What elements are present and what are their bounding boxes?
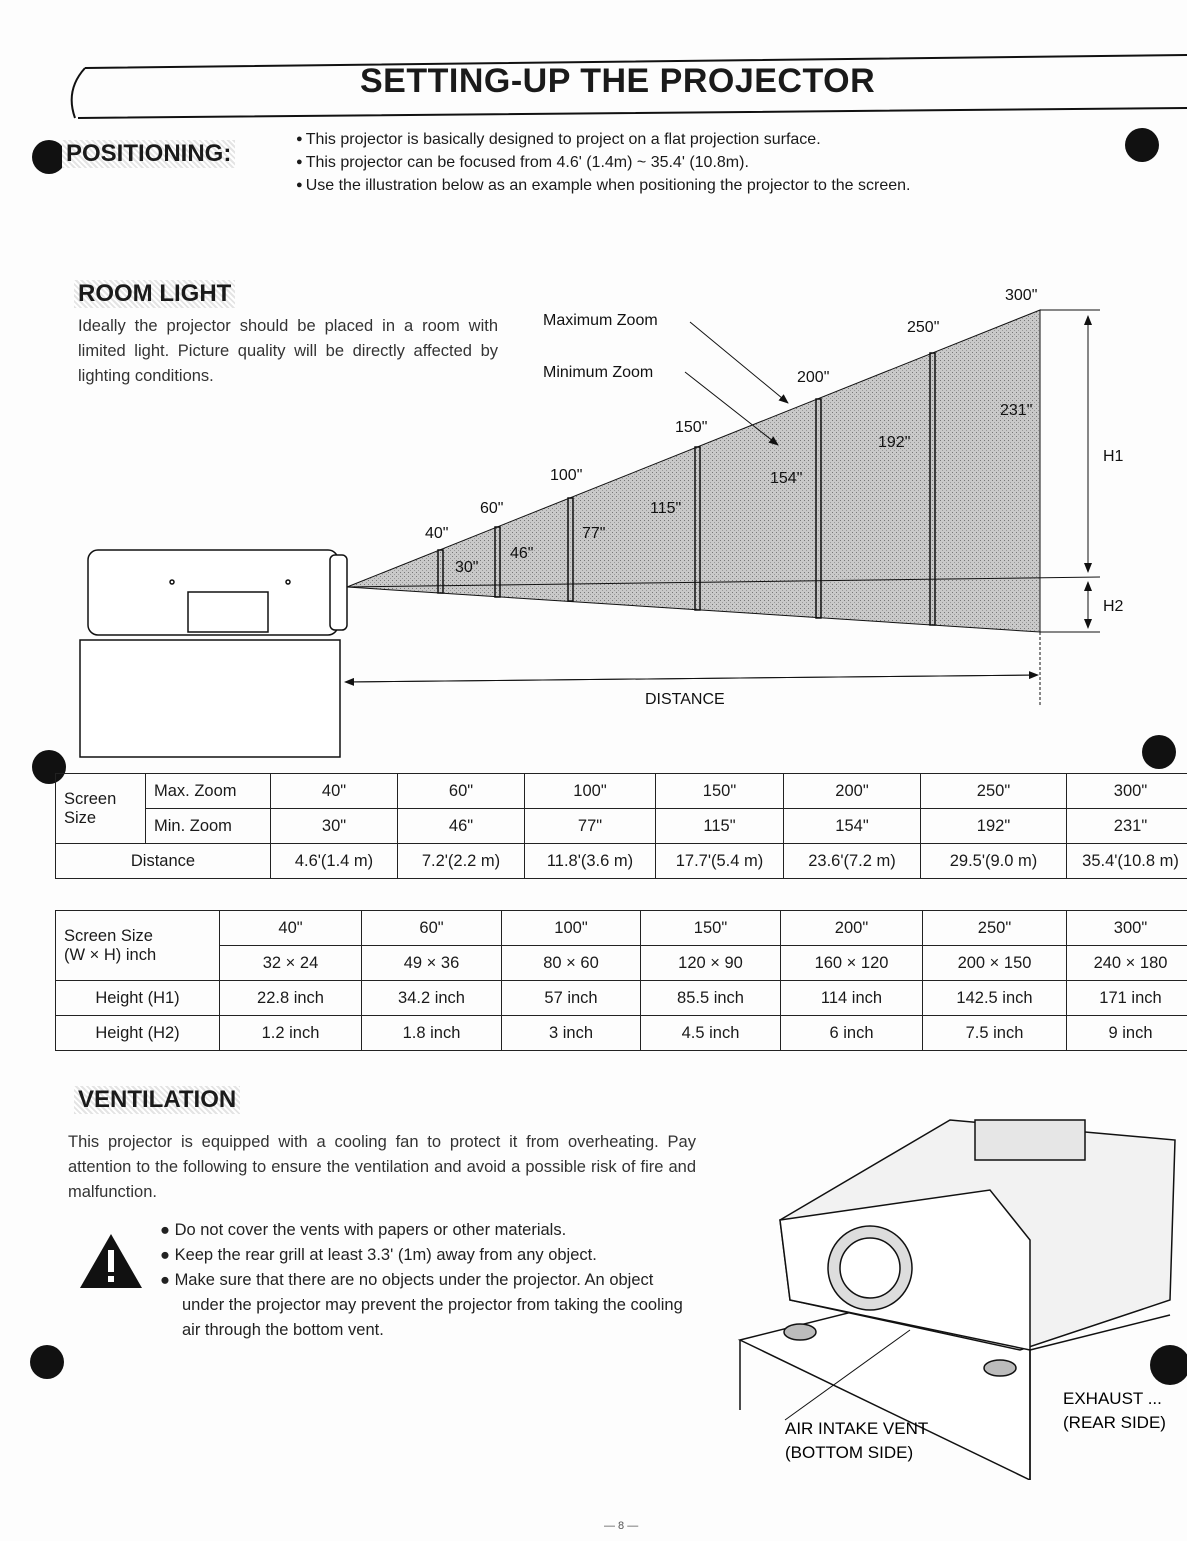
cell: 200 × 150 xyxy=(923,946,1067,981)
row-label: Distance xyxy=(56,844,271,879)
max-size-label: 150" xyxy=(675,419,708,436)
cell: 200" xyxy=(781,911,923,946)
cell: 200" xyxy=(784,774,921,809)
cell: 35.4'(10.8 m) xyxy=(1067,844,1187,879)
row-label: Height (H1) xyxy=(56,981,220,1016)
cell: 23.6'(7.2 m) xyxy=(784,844,921,879)
exhaust-sub-label: (REAR SIDE) xyxy=(1063,1413,1166,1432)
room-light-heading: ROOM LIGHT xyxy=(74,280,235,308)
ventilation-bullets xyxy=(160,1218,696,1343)
room-light-text: Ideally the projector should be placed in a room with limited light. Picture quality will be directly affected by lighting conditions. xyxy=(78,317,498,385)
min-size-label: 115" xyxy=(650,500,682,517)
page-title: SETTING-UP THE PROJECTOR xyxy=(360,62,876,100)
cell: 160 × 120 xyxy=(781,946,923,981)
projection-diagram xyxy=(0,280,1187,770)
cell: 40" xyxy=(271,774,398,809)
cell: 60" xyxy=(362,911,502,946)
cell: 57 inch xyxy=(502,981,641,1016)
cell: 11.8'(3.6 m) xyxy=(525,844,656,879)
cell: 154" xyxy=(784,809,921,844)
row-label: Screen Size (W × H) inch xyxy=(56,911,220,981)
bullet-marker xyxy=(1150,1345,1187,1385)
bullet-marker xyxy=(1142,735,1176,769)
cell: 17.7'(5.4 m) xyxy=(656,844,784,879)
positioning-bullets xyxy=(296,128,911,197)
bullet-item: ● This projector is basically designed to project on a flat projection surface. xyxy=(296,128,911,151)
table-row xyxy=(56,774,1187,809)
cell: 49 × 36 xyxy=(362,946,502,981)
min-size-label: 192" xyxy=(878,434,911,451)
cell: 7.2'(2.2 m) xyxy=(398,844,525,879)
page-number: — 8 — xyxy=(604,1520,639,1532)
table-row xyxy=(56,844,1187,879)
projector-3d-illustration xyxy=(730,1100,1187,1480)
cell: 4.6'(1.4 m) xyxy=(271,844,398,879)
table-row xyxy=(56,946,1187,981)
cell: 40" xyxy=(220,911,362,946)
row-label: Min. Zoom xyxy=(146,809,271,844)
cell: 240 × 180 xyxy=(1067,946,1187,981)
cell: 29.5'(9.0 m) xyxy=(921,844,1067,879)
cell: 3 inch xyxy=(502,1016,641,1051)
min-size-label: 46" xyxy=(510,545,534,562)
bullet-item: ● Do not cover the vents with papers or other materials. xyxy=(160,1221,567,1239)
bullet-item: ● Keep the rear grill at least 3.3' (1m) away from any object. xyxy=(160,1246,597,1264)
cell: 192" xyxy=(921,809,1067,844)
row-group-label: Screen Size xyxy=(56,774,146,844)
cell: 150" xyxy=(656,774,784,809)
min-size-label: 30" xyxy=(455,559,479,576)
zoom-distance-table xyxy=(55,773,1187,879)
cell: 231" xyxy=(1067,809,1187,844)
cell: 142.5 inch xyxy=(923,981,1067,1016)
table-row xyxy=(56,1016,1187,1051)
cell: 1.8 inch xyxy=(362,1016,502,1051)
ventilation-text: This projector is equipped with a cooling fan to protect it from overheating. Pay attention to the following to ensure the ventilation and avoid a possible risk of fire and malfunction. xyxy=(68,1133,696,1201)
bullet-marker xyxy=(32,140,66,174)
cell: 100" xyxy=(502,911,641,946)
row-label: Height (H2) xyxy=(56,1016,220,1051)
cell: 100" xyxy=(525,774,656,809)
cell: 114 inch xyxy=(781,981,923,1016)
max-size-label: 200" xyxy=(797,369,830,386)
max-size-label: 60" xyxy=(480,500,504,517)
h2-label: H2 xyxy=(1103,598,1124,615)
cell: 115" xyxy=(656,809,784,844)
table-row xyxy=(56,981,1187,1016)
bullet-item: ● This projector can be focused from 4.6' (1.4m) ~ 35.4' (10.8m). xyxy=(296,151,911,174)
ventilation-heading: VENTILATION xyxy=(74,1086,240,1114)
max-size-label: 300" xyxy=(1005,287,1038,304)
max-zoom-pointer xyxy=(690,322,788,403)
cell: 250" xyxy=(921,774,1067,809)
table-row xyxy=(56,809,1187,844)
cell: 34.2 inch xyxy=(362,981,502,1016)
cell: 77" xyxy=(525,809,656,844)
cell: 60" xyxy=(398,774,525,809)
bullet-item: ● Make sure that there are no objects under the projector. An object under the projector may prevent the projector from taking the cooling air through the bottom vent. xyxy=(160,1271,683,1339)
min-size-label: 77" xyxy=(582,525,606,542)
max-zoom-label: Maximum Zoom xyxy=(543,312,658,329)
exhaust-label: EXHAUST ... xyxy=(1063,1389,1162,1408)
max-size-label: 100" xyxy=(550,467,583,484)
cell: 300" xyxy=(1067,774,1187,809)
cell: 250" xyxy=(923,911,1067,946)
max-size-label: 40" xyxy=(425,525,449,542)
positioning-heading: POSITIONING: xyxy=(62,140,235,168)
intake-label: AIR INTAKE VENT xyxy=(785,1419,929,1438)
bullet-item: ● Use the illustration below as an example when positioning the projector to the screen. xyxy=(296,174,911,197)
h1-label: H1 xyxy=(1103,448,1124,465)
row-label: Max. Zoom xyxy=(146,774,271,809)
cell: 6 inch xyxy=(781,1016,923,1051)
cell: 9 inch xyxy=(1067,1016,1187,1051)
max-size-label: 250" xyxy=(907,319,940,336)
projection-cone xyxy=(347,310,1040,632)
cell: 171 inch xyxy=(1067,981,1187,1016)
intake-sub-label: (BOTTOM SIDE) xyxy=(785,1443,914,1462)
table-row xyxy=(56,911,1187,946)
cell: 22.8 inch xyxy=(220,981,362,1016)
distance-label: DISTANCE xyxy=(645,691,725,708)
cell: 85.5 inch xyxy=(641,981,781,1016)
cell: 4.5 inch xyxy=(641,1016,781,1051)
cell: 30" xyxy=(271,809,398,844)
projector-side-illustration xyxy=(80,550,347,757)
cell: 80 × 60 xyxy=(502,946,641,981)
bullet-marker xyxy=(30,1345,64,1379)
cell: 46" xyxy=(398,809,525,844)
cell: 1.2 inch xyxy=(220,1016,362,1051)
warning-icon xyxy=(78,1232,144,1290)
cell: 32 × 24 xyxy=(220,946,362,981)
cell: 300" xyxy=(1067,911,1187,946)
cell: 150" xyxy=(641,911,781,946)
cell: 120 × 90 xyxy=(641,946,781,981)
min-zoom-label: Minimum Zoom xyxy=(543,364,654,381)
min-size-label: 154" xyxy=(770,470,803,487)
screen-size-table xyxy=(55,910,1187,1051)
cell: 7.5 inch xyxy=(923,1016,1067,1051)
bullet-marker xyxy=(1125,128,1159,162)
min-size-label: 231" xyxy=(1000,402,1033,419)
